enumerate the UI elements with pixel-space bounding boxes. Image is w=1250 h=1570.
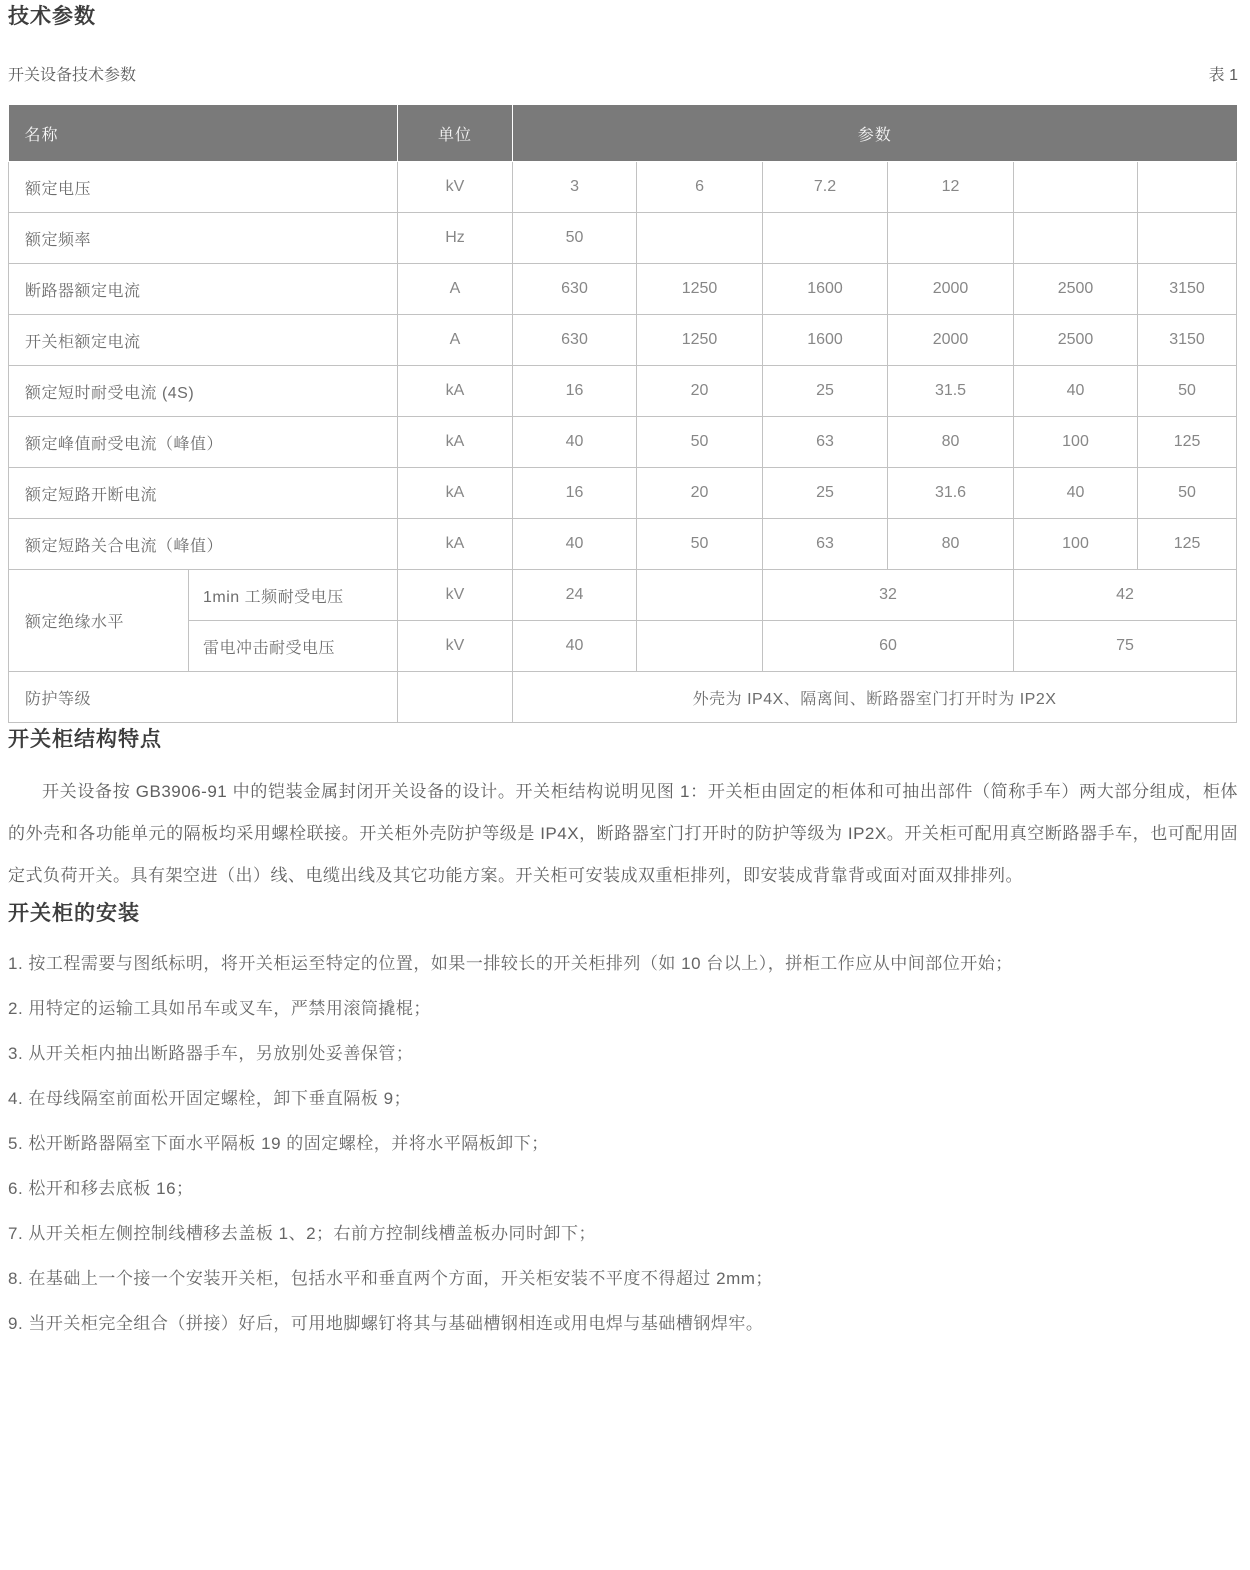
table-number-label: 表 1 xyxy=(1208,67,1238,84)
value-cell xyxy=(1014,162,1138,213)
value-cell: 20 xyxy=(637,366,763,417)
value-cell: 7.2 xyxy=(763,162,888,213)
value-cell xyxy=(637,570,763,621)
value-cell-merged: 60 xyxy=(763,621,1014,672)
installation-step-4: 4. 在母线隔室前面松开固定螺栓，卸下垂直隔板 9； xyxy=(8,1089,412,1108)
header-unit: 单位 xyxy=(398,105,513,162)
value-cell: 2500 xyxy=(1014,264,1138,315)
value-cell: 40 xyxy=(1014,468,1138,519)
table-header-row xyxy=(9,105,1237,162)
param-name-cell: 防护等级 xyxy=(9,672,398,723)
param-name-cell: 额定绝缘水平 xyxy=(9,570,189,672)
sub-name-cell: 雷电冲击耐受电压 xyxy=(189,621,398,672)
table-row-protection-class xyxy=(9,672,1237,723)
table-row-peak-withstand xyxy=(9,417,1237,468)
param-name-cell: 额定短路关合电流（峰值） xyxy=(9,519,398,570)
param-name-cell: 额定短时耐受电流 (4S) xyxy=(9,366,398,417)
unit-cell: A xyxy=(398,315,513,366)
value-cell xyxy=(637,213,763,264)
table-caption-row xyxy=(8,62,1238,85)
value-cell: 2000 xyxy=(888,264,1014,315)
table-row-cabinet-current xyxy=(9,315,1237,366)
unit-cell: kV xyxy=(398,162,513,213)
installation-step-3: 3. 从开关柜内抽出断路器手车，另放别处妥善保管； xyxy=(8,1044,414,1063)
value-cell: 630 xyxy=(513,264,637,315)
unit-cell: kA xyxy=(398,468,513,519)
value-cell: 3150 xyxy=(1138,264,1237,315)
value-cell: 100 xyxy=(1014,519,1138,570)
table-row-breaking-current xyxy=(9,468,1237,519)
protection-text-cell: 外壳为 IP4X、隔离间、断路器室门打开时为 IP2X xyxy=(513,672,1237,723)
value-cell-merged: 32 xyxy=(763,570,1014,621)
table-row-rated-voltage xyxy=(9,162,1237,213)
value-cell: 12 xyxy=(888,162,1014,213)
structure-paragraph: 开关设备按 GB3906-91 中的铠装金属封闭开关设备的设计。开关柜结构说明见图 1：开关柜由固定的柜体和可抽出部件（简称手车）两大部分组成，柜体的外壳和各功能单元的隔板均采用螺栓联接。开关柜外壳防护等级是 IP4X，断路器室门打开时的防护等级为 IP2X。开关柜可配用真空断路器手车，也可配用固定式负荷开关。具有架空进（出）线、电缆出线及其它功能方案。开关柜可安装成双重柜排列，即安装成背靠背或面对面双排排列。 xyxy=(8,782,1238,885)
value-cell: 40 xyxy=(513,519,637,570)
value-cell: 63 xyxy=(763,417,888,468)
value-cell-merged: 42 xyxy=(1014,570,1237,621)
value-cell: 1250 xyxy=(637,264,763,315)
value-cell: 80 xyxy=(888,519,1014,570)
value-cell: 50 xyxy=(637,417,763,468)
value-cell: 25 xyxy=(763,366,888,417)
value-cell: 2000 xyxy=(888,315,1014,366)
table-subtitle: 开关设备技术参数 xyxy=(8,67,137,84)
page-title: 技术参数 xyxy=(8,5,96,28)
value-cell: 3 xyxy=(513,162,637,213)
unit-cell: kA xyxy=(398,417,513,468)
value-cell: 50 xyxy=(513,213,637,264)
header-params: 参数 xyxy=(513,105,1237,162)
section-heading-installation: 开关柜的安装 xyxy=(8,902,140,925)
value-cell: 125 xyxy=(1138,417,1237,468)
unit-cell: Hz xyxy=(398,213,513,264)
value-cell: 2500 xyxy=(1014,315,1138,366)
value-cell-merged: 75 xyxy=(1014,621,1237,672)
value-cell: 40 xyxy=(513,621,637,672)
value-cell: 16 xyxy=(513,468,637,519)
installation-step-6: 6. 松开和移去底板 16； xyxy=(8,1179,194,1198)
header-name: 名称 xyxy=(9,105,398,162)
table-row-short-time-withstand xyxy=(9,366,1237,417)
value-cell xyxy=(637,621,763,672)
unit-cell: kA xyxy=(398,519,513,570)
unit-cell: kV xyxy=(398,570,513,621)
value-cell: 63 xyxy=(763,519,888,570)
param-name-cell: 开关柜额定电流 xyxy=(9,315,398,366)
value-cell: 25 xyxy=(763,468,888,519)
value-cell: 3150 xyxy=(1138,315,1237,366)
value-cell: 24 xyxy=(513,570,637,621)
value-cell: 1600 xyxy=(763,264,888,315)
table-row-rated-frequency xyxy=(9,213,1237,264)
value-cell: 6 xyxy=(637,162,763,213)
param-name-cell: 额定频率 xyxy=(9,213,398,264)
tech-params-table xyxy=(8,105,1237,723)
table-row-insulation-impulse xyxy=(9,621,1237,672)
value-cell xyxy=(1138,213,1237,264)
value-cell xyxy=(1014,213,1138,264)
value-cell xyxy=(1138,162,1237,213)
value-cell: 50 xyxy=(637,519,763,570)
value-cell: 31.6 xyxy=(888,468,1014,519)
value-cell: 31.5 xyxy=(888,366,1014,417)
value-cell: 40 xyxy=(513,417,637,468)
value-cell: 40 xyxy=(1014,366,1138,417)
unit-cell xyxy=(398,672,513,723)
value-cell: 1250 xyxy=(637,315,763,366)
value-cell: 125 xyxy=(1138,519,1237,570)
param-name-cell: 断路器额定电流 xyxy=(9,264,398,315)
value-cell: 100 xyxy=(1014,417,1138,468)
value-cell xyxy=(763,213,888,264)
value-cell: 50 xyxy=(1138,366,1237,417)
value-cell: 20 xyxy=(637,468,763,519)
installation-step-2: 2. 用特定的运输工具如吊车或叉车，严禁用滚筒撬棍； xyxy=(8,999,431,1018)
installation-step-5: 5. 松开断路器隔室下面水平隔板 19 的固定螺栓，并将水平隔板卸下； xyxy=(8,1134,549,1153)
value-cell: 16 xyxy=(513,366,637,417)
value-cell: 50 xyxy=(1138,468,1237,519)
installation-steps-list xyxy=(8,941,1238,1346)
installation-step-8: 8. 在基础上一个接一个安装开关柜，包括水平和垂直两个方面，开关柜安装不平度不得超过 2mm； xyxy=(8,1269,773,1288)
unit-cell: A xyxy=(398,264,513,315)
value-cell: 80 xyxy=(888,417,1014,468)
table-row-making-current xyxy=(9,519,1237,570)
installation-step-1: 1. 按工程需要与图纸标明，将开关柜运至特定的位置，如果一排较长的开关柜排列（如 10 台以上），拼柜工作应从中间部位开始； xyxy=(8,954,1013,973)
value-cell xyxy=(888,213,1014,264)
installation-step-7: 7. 从开关柜左侧控制线槽移去盖板 1、2；右前方控制线槽盖板办同时卸下； xyxy=(8,1224,597,1243)
value-cell: 630 xyxy=(513,315,637,366)
table-row-insulation-power-freq xyxy=(9,570,1237,621)
section-heading-structure: 开关柜结构特点 xyxy=(8,728,162,751)
value-cell: 1600 xyxy=(763,315,888,366)
param-name-cell: 额定电压 xyxy=(9,162,398,213)
param-name-cell: 额定峰值耐受电流（峰值） xyxy=(9,417,398,468)
param-name-cell: 额定短路开断电流 xyxy=(9,468,398,519)
unit-cell: kA xyxy=(398,366,513,417)
unit-cell: kV xyxy=(398,621,513,672)
installation-step-9: 9. 当开关柜完全组合（拼接）好后，可用地脚螺钉将其与基础槽钢相连或用电焊与基础槽钢焊牢。 xyxy=(8,1314,764,1333)
table-row-breaker-current xyxy=(9,264,1237,315)
sub-name-cell: 1min 工频耐受电压 xyxy=(189,570,398,621)
